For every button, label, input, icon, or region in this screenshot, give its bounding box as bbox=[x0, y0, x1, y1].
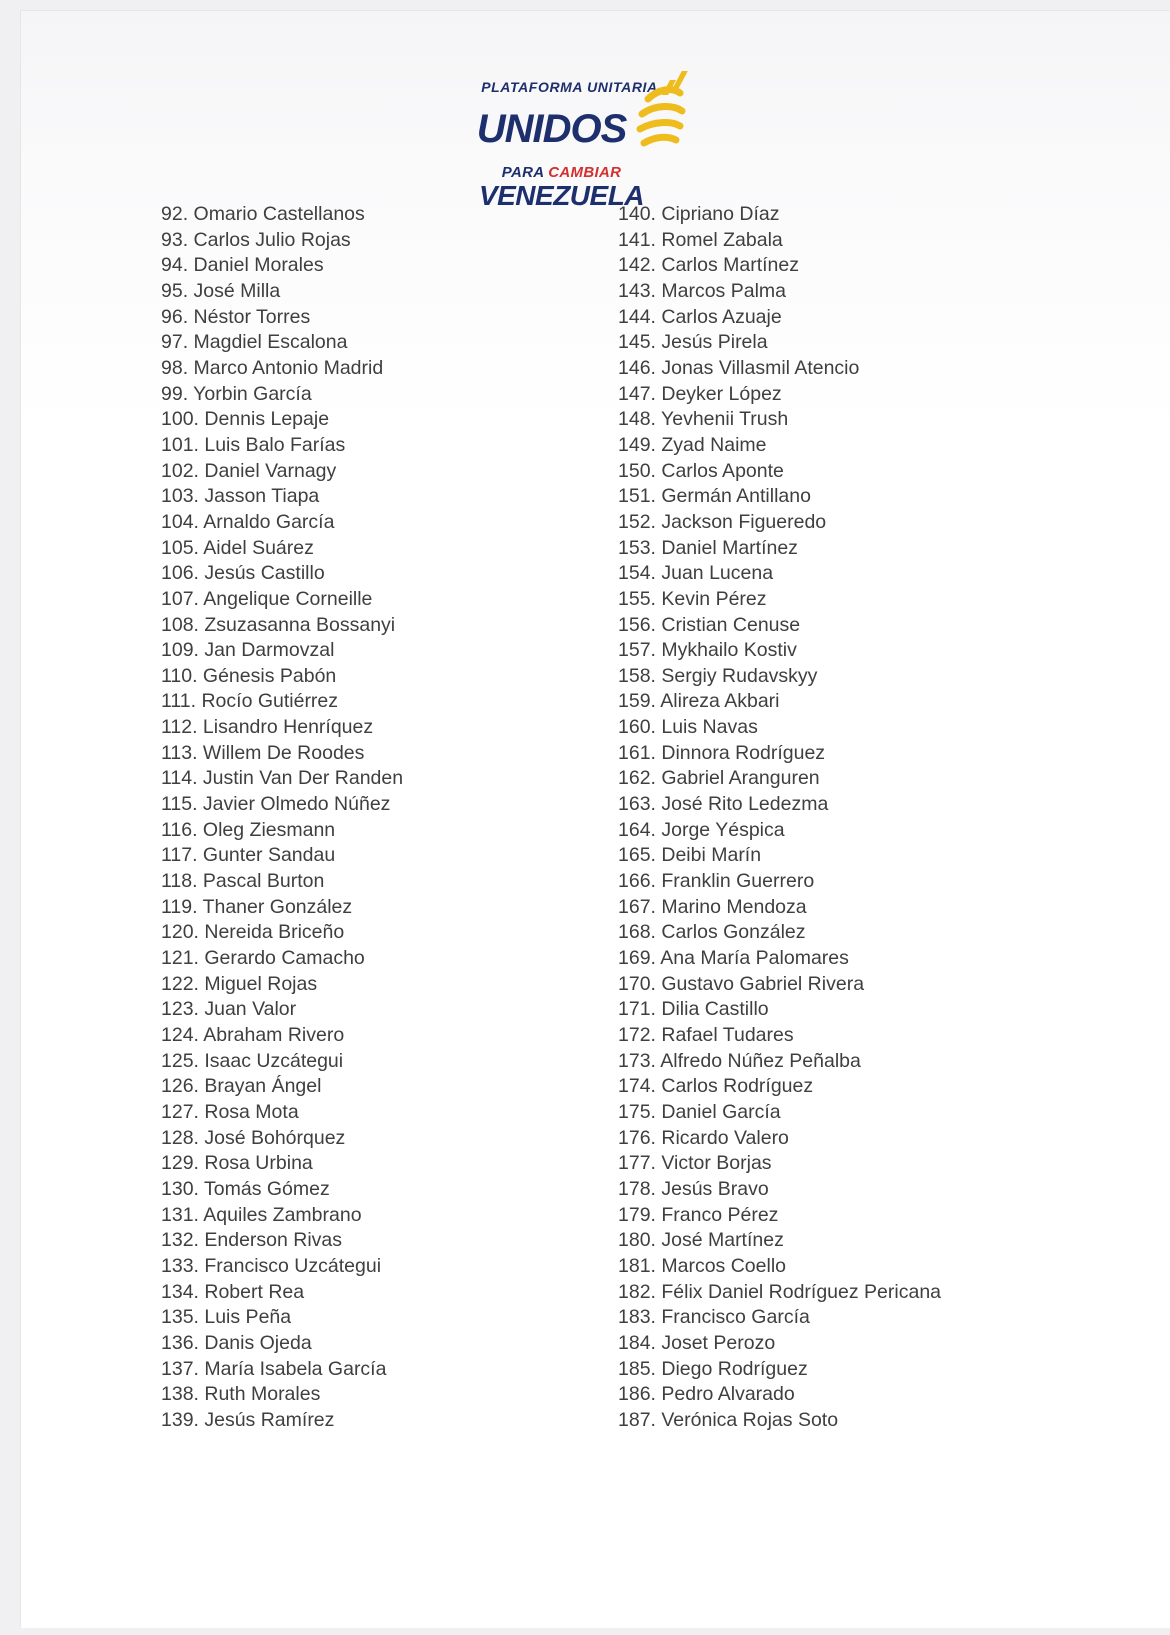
list-item: 170. Gustavo Gabriel Rivera bbox=[618, 972, 865, 995]
list-item: 168. Carlos González bbox=[618, 921, 806, 944]
list-item: 106. Jesús Castillo bbox=[161, 562, 325, 585]
list-item: 103. Jasson Tiapa bbox=[161, 485, 320, 508]
list-item: 118. Pascal Burton bbox=[161, 870, 325, 893]
list-item: 145. Jesús Pirela bbox=[618, 331, 768, 354]
brand-topline-text: PLATAFORMA UNITARIA bbox=[481, 79, 658, 95]
brand-sub-word-para: PARA bbox=[501, 164, 544, 181]
list-item: 135. Luis Peña bbox=[161, 1306, 292, 1329]
list-item: 172. Rafael Tudares bbox=[618, 1024, 794, 1046]
list-item: 186. Pedro Alvarado bbox=[618, 1383, 795, 1406]
list-item: 112. Lisandro Henríquez bbox=[161, 716, 374, 739]
list-item: 185. Diego Rodríguez bbox=[618, 1357, 808, 1380]
list-item: 163. José Rito Ledezma bbox=[618, 793, 829, 816]
list-item: 157. Mykhailo Kostiv bbox=[618, 639, 797, 662]
list-item: 165. Deibi Marín bbox=[618, 844, 762, 867]
list-item: 167. Marino Mendoza bbox=[618, 895, 807, 918]
list-item: 155. Kevin Pérez bbox=[618, 587, 767, 610]
list-item: 130. Tomás Gómez bbox=[161, 1177, 330, 1200]
list-item: 102. Daniel Varnagy bbox=[161, 459, 337, 482]
list-item: 109. Jan Darmovzal bbox=[161, 639, 335, 662]
list-item: 146. Jonas Villasmil Atencio bbox=[618, 356, 860, 379]
list-item: 139. Jesús Ramírez bbox=[161, 1408, 335, 1431]
list-item: 97. Magdiel Escalona bbox=[161, 331, 348, 354]
list-item: 175. Daniel García bbox=[618, 1100, 781, 1123]
name-list-column-left bbox=[161, 202, 618, 1434]
list-item: 127. Rosa Mota bbox=[161, 1100, 299, 1123]
list-item: 132. Enderson Rivas bbox=[161, 1229, 343, 1252]
list-item: 119. Thaner González bbox=[161, 895, 353, 918]
list-item: 115. Javier Olmedo Núñez bbox=[161, 793, 391, 816]
list-item: 159. Alireza Akbari bbox=[618, 690, 780, 713]
list-item: 120. Nereida Briceño bbox=[161, 921, 345, 944]
brand-sub-word-cambiar: CAMBIAR bbox=[548, 164, 622, 181]
list-item: 105. Aidel Suárez bbox=[161, 536, 314, 559]
list-item: 116. Oleg Ziesmann bbox=[161, 818, 336, 841]
list-item: 98. Marco Antonio Madrid bbox=[161, 356, 384, 379]
list-item: 177. Victor Borjas bbox=[618, 1152, 772, 1175]
list-item: 93. Carlos Julio Rojas bbox=[161, 228, 351, 251]
list-item: 133. Francisco Uzcátegui bbox=[161, 1254, 382, 1277]
list-item: 178. Jesús Bravo bbox=[618, 1177, 769, 1200]
list-item: 156. Cristian Cenuse bbox=[618, 613, 801, 636]
list-item: 123. Juan Valor bbox=[161, 998, 297, 1021]
document-page bbox=[21, 11, 1170, 1628]
list-item: 174. Carlos Rodríguez bbox=[618, 1075, 814, 1098]
list-item: 113. Willem De Roodes bbox=[161, 741, 365, 764]
list-item: 180. José Martínez bbox=[618, 1229, 784, 1252]
list-item: 121. Gerardo Camacho bbox=[161, 947, 365, 970]
brand-main-text: UNIDOS bbox=[476, 107, 627, 151]
list-item: 176. Ricardo Valero bbox=[618, 1126, 789, 1149]
brand-logo-inner bbox=[477, 71, 687, 210]
list-item: 154. Juan Lucena bbox=[618, 562, 774, 585]
list-item: 160. Luis Navas bbox=[618, 716, 758, 739]
list-item: 138. Ruth Morales bbox=[161, 1383, 321, 1406]
brand-main-row bbox=[477, 97, 687, 161]
list-item: 158. Sergiy Rudavskyy bbox=[618, 664, 818, 687]
list-item: 108. Zsuzasanna Bossanyi bbox=[161, 613, 396, 636]
list-item: 126. Brayan Ángel bbox=[161, 1075, 322, 1098]
list-item: 161. Dinnora Rodríguez bbox=[618, 741, 826, 764]
list-item: 136. Danis Ojeda bbox=[161, 1331, 312, 1354]
name-list bbox=[21, 202, 1170, 1434]
list-item: 100. Dennis Lepaje bbox=[161, 408, 330, 431]
list-item: 128. José Bohórquez bbox=[161, 1126, 346, 1149]
list-item: 187. Verónica Rojas Soto bbox=[618, 1408, 839, 1431]
list-item: 144. Carlos Azuaje bbox=[618, 305, 782, 328]
list-item: 140. Cipriano Díaz bbox=[618, 203, 780, 225]
list-item: 171. Dilia Castillo bbox=[618, 998, 769, 1021]
list-item: 96. Néstor Torres bbox=[161, 305, 311, 328]
list-item: 111. Rocío Gutiérrez bbox=[161, 690, 339, 713]
list-item: 129. Rosa Urbina bbox=[161, 1152, 313, 1175]
list-item: 153. Daniel Martínez bbox=[618, 536, 798, 559]
list-item: 151. Germán Antillano bbox=[618, 485, 811, 508]
list-item: 134. Robert Rea bbox=[161, 1280, 305, 1303]
list-item: 104. Arnaldo García bbox=[161, 510, 335, 533]
list-item: 95. José Milla bbox=[161, 279, 281, 302]
list-item: 150. Carlos Aponte bbox=[618, 459, 784, 482]
list-item: 110. Génesis Pabón bbox=[161, 664, 337, 687]
list-item: 183. Francisco García bbox=[618, 1306, 810, 1329]
list-item: 162. Gabriel Aranguren bbox=[618, 767, 820, 790]
list-item: 141. Romel Zabala bbox=[618, 228, 783, 251]
list-item: 147. Deyker López bbox=[618, 382, 782, 405]
list-item: 124. Abraham Rivero bbox=[161, 1024, 345, 1046]
list-item: 148. Yevhenii Trush bbox=[618, 408, 789, 431]
hand-emblem-icon bbox=[634, 83, 686, 161]
list-item: 149. Zyad Naime bbox=[618, 433, 767, 456]
name-list-column-right bbox=[618, 202, 1170, 1434]
list-item: 92. Omario Castellanos bbox=[161, 203, 365, 225]
list-item: 125. Isaac Uzcátegui bbox=[161, 1049, 344, 1072]
list-item: 182. Félix Daniel Rodríguez Pericana bbox=[618, 1280, 942, 1303]
list-item: 122. Miguel Rojas bbox=[161, 972, 318, 995]
brand-logo bbox=[21, 71, 1170, 210]
list-item: 101. Luis Balo Farías bbox=[161, 433, 346, 456]
list-item: 152. Jackson Figueredo bbox=[618, 510, 827, 533]
list-item: 131. Aquiles Zambrano bbox=[161, 1203, 362, 1226]
list-item: 181. Marcos Coello bbox=[618, 1254, 786, 1277]
list-item: 137. María Isabela García bbox=[161, 1357, 387, 1380]
list-item: 166. Franklin Guerrero bbox=[618, 870, 815, 893]
list-item: 173. Alfredo Núñez Peñalba bbox=[618, 1049, 861, 1072]
list-item: 143. Marcos Palma bbox=[618, 279, 786, 302]
list-item: 114. Justin Van Der Randen bbox=[161, 767, 404, 790]
list-item: 94. Daniel Morales bbox=[161, 254, 324, 277]
list-item: 117. Gunter Sandau bbox=[161, 844, 336, 867]
list-item: 169. Ana María Palomares bbox=[618, 947, 849, 970]
list-item: 142. Carlos Martínez bbox=[618, 254, 799, 277]
list-item: 107. Angelique Corneille bbox=[161, 587, 373, 610]
brand-subline bbox=[502, 164, 621, 181]
list-item: 99. Yorbin García bbox=[161, 382, 312, 405]
list-item: 184. Joset Perozo bbox=[618, 1331, 776, 1354]
brand-bottomline: VENEZUELA bbox=[478, 180, 645, 211]
list-item: 179. Franco Pérez bbox=[618, 1203, 779, 1226]
list-item: 164. Jorge Yéspica bbox=[618, 818, 785, 841]
